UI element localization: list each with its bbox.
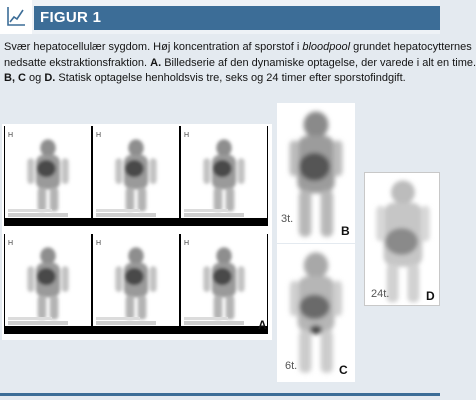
frame-marker: H [184,240,190,247]
frame-marker: H [184,132,190,139]
scan-frame [5,126,91,218]
panel-a [2,124,272,340]
body-scan-image [181,234,267,326]
caption-line-3: B, C og D. Statisk optagelse henholdsvis tre, seks og 24 timer efter sporstofindgift. [4,72,406,84]
panel-c [277,244,355,382]
scan-frame [93,126,179,218]
frame-marker: H [8,240,14,247]
panel-c-label: C [339,363,348,377]
frame-marker: H [96,132,102,139]
caption-line-2: nedsatte ekstraktionsfraktion. A. Billedserie af den dynamiske optagelse, der varede i alt en time. [4,56,476,69]
panel-b-time: 3t. [281,213,294,225]
frame-marker: H [96,240,102,247]
frame-marker: H [8,132,14,139]
body-scan-image [365,173,441,307]
scan-frame [93,234,179,326]
figure-header [0,0,440,34]
line-chart-icon [6,6,26,28]
panel-d [364,172,440,306]
body-scan-image [5,234,91,326]
panel-c-time: 6t. [285,360,298,372]
body-scan-image [93,234,179,326]
body-scan-image [181,126,267,218]
scan-frame [5,234,91,326]
scan-frame [181,234,267,326]
panel-d-time: 24t. [371,288,390,300]
scan-frame [181,126,267,218]
panel-d-label: D [426,289,435,303]
caption-line-1: Svær hepatocellulær sygdom. Høj koncentration af sporstof i bloodpool grundet hepatocytternes [4,41,472,53]
panel-b [277,103,355,243]
panel-a-row-bottom [4,234,268,334]
body-scan-image [5,126,91,218]
panel-a-label: A [258,318,267,332]
panel-b-label: B [341,224,350,238]
body-scan-image [93,126,179,218]
figure-caption [4,40,476,87]
footer-rule [0,393,440,396]
panel-a-row-top [4,126,268,226]
figure-title: FIGUR 1 [40,9,102,26]
header-band [34,6,440,30]
header-icon-box [0,0,32,34]
